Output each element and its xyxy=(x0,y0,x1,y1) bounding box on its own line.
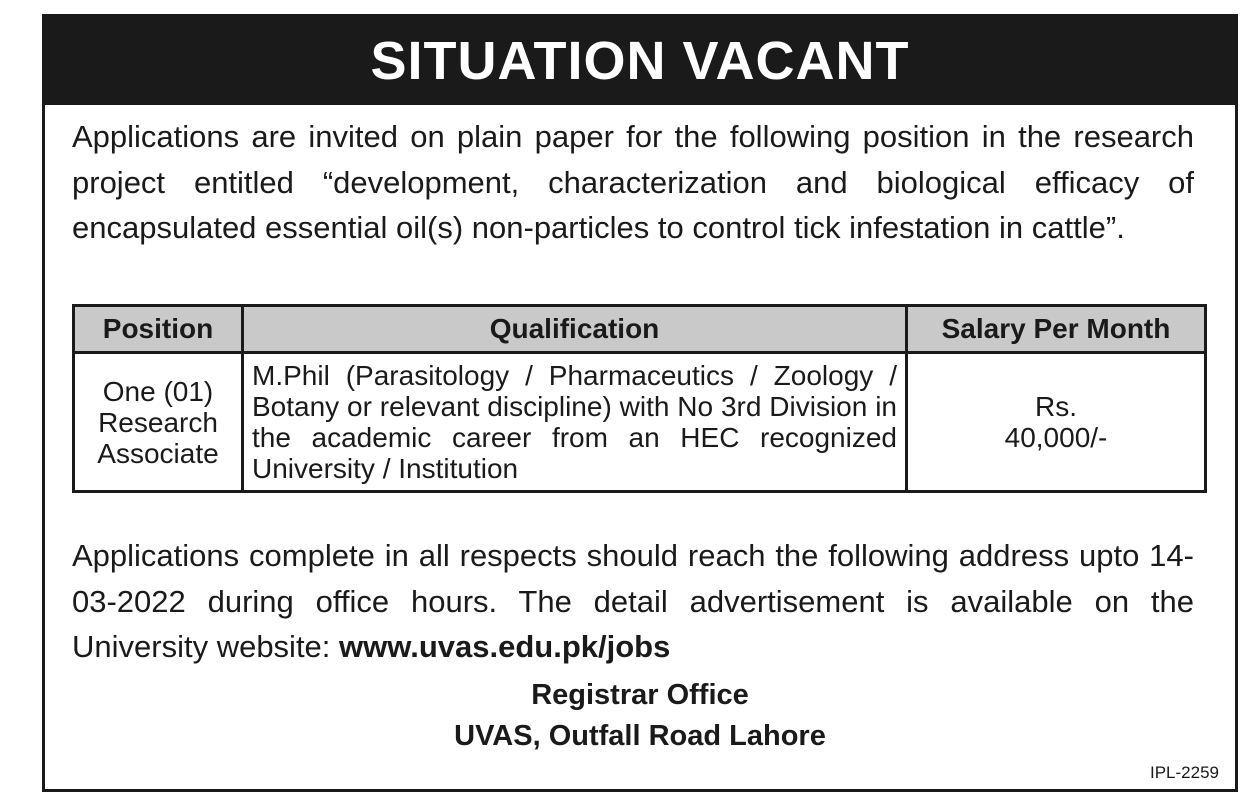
intro-paragraph: Applications are invited on plain paper for the following position in the research project entitled “development, characterization and biological efficacy of encapsulated essential oil(s) non-particles to control tick infestation in cattle”. xyxy=(72,119,1194,245)
closing-paragraph xyxy=(72,533,1194,670)
position-count: One (01) xyxy=(102,375,214,407)
table-header-row xyxy=(74,306,1206,353)
closing-text: Applications complete in all respects should reach the following address upto 14-03-2022 during office hours. The detail advertisement is available on the University website: xyxy=(72,538,1194,664)
salary-cell xyxy=(907,353,1206,492)
table-row xyxy=(74,353,1206,492)
qualification-cell: M.Phil (Parasitology / Pharmaceutics / Zoology / Botany or relevant discipline) with No 3rd Division in the academic career from an HEC recognized University / Institution xyxy=(243,353,907,492)
positions-table xyxy=(72,304,1207,493)
position-title-line-1: Research xyxy=(98,406,218,438)
salary-amount: 40,000/- xyxy=(1004,422,1108,453)
header-qualification: Qualification xyxy=(243,306,907,353)
position-title-line-2: Associate xyxy=(97,437,219,469)
website-link[interactable]: www.uvas.edu.pk/jobs xyxy=(339,629,671,664)
salary-currency: Rs. xyxy=(1035,391,1077,422)
advertisement-frame xyxy=(42,14,1238,792)
reference-number: IPL-2259 xyxy=(1150,763,1219,782)
office-name: Registrar Office xyxy=(531,679,749,711)
office-address: UVAS, Outfall Road Lahore xyxy=(454,720,826,752)
header-salary: Salary Per Month xyxy=(907,306,1206,353)
header-position: Position xyxy=(74,306,243,353)
page-title: SITUATION VACANT xyxy=(45,17,1235,105)
position-cell xyxy=(74,353,243,492)
